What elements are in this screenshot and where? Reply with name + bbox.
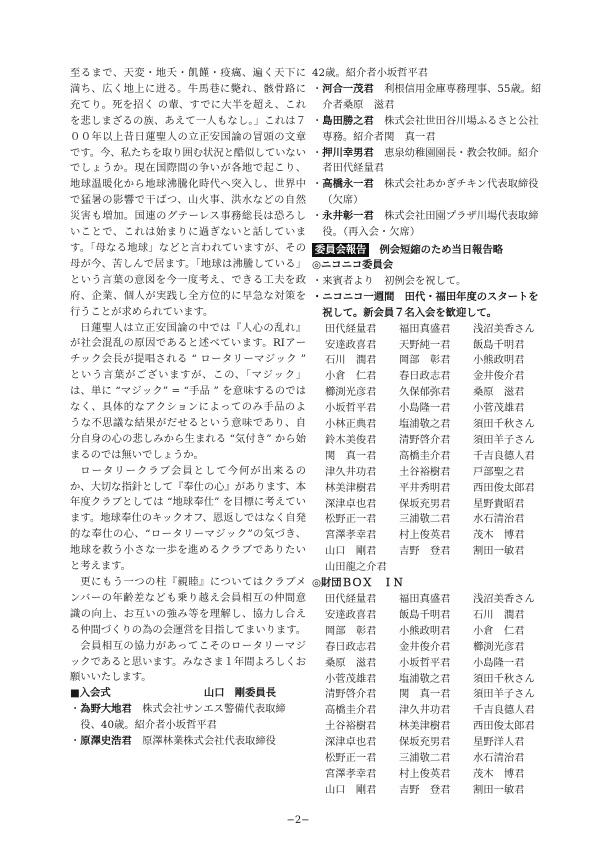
member-name-cell: 小島隆一君 — [473, 656, 525, 669]
member-name-cell: 須田千秋さん — [473, 418, 535, 431]
member-name-cell: 岡部 彰君 — [399, 354, 451, 367]
member-name-cell: 須田羊子さん — [473, 688, 535, 701]
member-name-cell: 林美津樹君 — [399, 720, 451, 733]
member-name-cell: 安達政喜君 — [325, 608, 377, 621]
member-name-cell: 小坂哲平君 — [399, 656, 451, 669]
admission-title: ■入会式 — [70, 687, 111, 700]
member-name-cell: 石川 潤君 — [473, 608, 525, 621]
member-name-cell: 村上俊英君 — [399, 529, 451, 542]
member-name-cell: 塩浦敬之君 — [399, 418, 451, 431]
member-name-cell: 山口 剛君 — [325, 783, 377, 796]
member-name: 為野大地君 — [80, 703, 132, 716]
member-name-cell: 吉野 登君 — [399, 783, 451, 796]
member-detail: 株式会社世田谷川場ふるさと公社専務。紹介者関 真一君 — [322, 114, 539, 143]
member-name-cell: 小島隆一君 — [399, 402, 451, 415]
member-name: 原澤史浩君 — [80, 735, 132, 748]
member-name-cell: 桑原 滋君 — [325, 656, 377, 669]
member-name-cell: 小菅茂雄君 — [473, 402, 525, 415]
niko-name-grid — [312, 322, 546, 577]
member-name: 永井彰一君 — [322, 210, 374, 223]
new-member-item: ・永井彰一君 株式会社田園プラザ川場代表取締役。（再入会・欠席） — [312, 210, 539, 239]
niko-item: ・ニコニコ一週間 田代・福田年度のスタートを祝して。新会員７名入会を歓迎して。 — [312, 290, 539, 319]
member-name-cell: 松野正一君 — [325, 752, 377, 765]
member-name-cell: 関 真一君 — [325, 449, 377, 462]
new-member-item: ・島田勝之君 株式会社世田谷川場ふるさと公社専務。紹介者関 真一君 — [312, 114, 539, 143]
member-name-cell: 須田千秋さん — [473, 672, 535, 685]
member-name-cell: 保坂充男君 — [399, 736, 451, 749]
member-name-cell: 土谷裕樹君 — [399, 465, 451, 478]
member-name-cell: 割田一敏君 — [473, 545, 525, 558]
member-name: 高橋永一君 — [322, 178, 374, 191]
body-paragraph: 至るまで、天変・地夭・飢饉・疫癘、遍く天下に満ち、広く地上に迸る。牛馬巷に斃れ、骸骨路に充てり。死を招く の輩、すでに大半を超え、これを悲しまざるの族、あえて一人もなし。」これは７００年以上昔日蓮聖人の立正安国論の冒頭の文章です。今、私たちを取り囲む状況と酷似していないでしょうか。現在国際間の争いが各地で起こり、地球温暖化から地球沸騰化時代へ突入し、世界中で猛暑の影響で干ばつ、山火事、洪水などの自然災害も増加。国連のグテーレス事務総長は恐ろしいことで、これは始まりに過ぎないと話しています。「母なる地球」などと言われていますが、その母が今、苦しんで居ます。「地球は沸騰している」という言葉の意図を今一度考え、できる工夫を政府、企業、個人が実践し全方位的に早急な対策を行うことが求められています。 — [70, 67, 307, 318]
member-name-cell: 春日政志君 — [399, 370, 451, 383]
member-name-cell: 宮澤孝幸君 — [325, 767, 377, 780]
member-name-cell: 西田俊太郎君 — [473, 720, 535, 733]
new-member-item: ・押川幸男君 恵泉幼稚園園長・教会牧師。紹介者田代経量君 — [312, 146, 539, 175]
member-name-cell: 松野正一君 — [325, 513, 377, 526]
member-name-cell: 福田真盛君 — [399, 322, 451, 335]
member-name-cell: 岡部 彰君 — [325, 624, 377, 637]
box-name-grid — [312, 592, 546, 799]
body-paragraph: 更にもう一つの柱『親睦』についてはクラブメンバーの年齢差なども乗り越え会員相互の仲間意識の向上、お互いの強み等を理解し、協力し合える仲間づくりの為の会運営を目指してまいります。 — [70, 576, 307, 636]
member-name-cell: 三浦敬二君 — [399, 513, 451, 526]
committee-report-tag: 委員会報告 — [312, 243, 369, 257]
member-name: 河合一茂君 — [322, 82, 374, 95]
member-detail: 株式会社あかぎチキン代表取締役（欠席） — [322, 178, 539, 207]
member-name-cell: 小熊政明君 — [473, 354, 525, 367]
member-name-cell: 桑原 滋君 — [473, 386, 525, 399]
member-name-cell: 久保郁弥君 — [399, 386, 451, 399]
member-name-cell: 戸部聖之君 — [473, 465, 525, 478]
member-name-cell: 櫛渕光彦君 — [325, 386, 377, 399]
member-name-cell: 石川 潤君 — [325, 354, 377, 367]
member-name-cell: 浅沼美香さん — [473, 593, 535, 605]
member-name-cell: 三浦敬二君 — [399, 752, 451, 765]
member-name-cell: 割田一敏君 — [473, 783, 525, 796]
member-name-cell: 清野啓介君 — [399, 433, 451, 446]
page-number: −2− — [286, 815, 310, 826]
member-name-cell: 高橋圭介君 — [325, 704, 377, 717]
body-paragraph: 日蓮聖人は立正安国論の中では『人心の乱れ』が社会混乱の原因であると述べています。RIアーチック会長が提唱される “ ロータリーマジック ” という言葉がございますが、この、「マジック」は、単に “マジック” = “手品 ” を意味するのではなく、具体的なアクションによってのみ手品のような不思議な結果がだせるという意味であり、自分自身の心の悲しみから生まれる “気付き” から始まるのでは無いでしょうか。 — [70, 321, 306, 461]
member-name-cell: 宮澤孝幸君 — [325, 529, 377, 542]
admission-heading — [70, 686, 306, 702]
member-name-cell: 茂木 博君 — [473, 767, 525, 780]
member-name-cell: 鈴木美俊君 — [325, 433, 377, 446]
member-name-cell: 小熊政明君 — [399, 624, 451, 637]
member-name-cell: 春日政志君 — [325, 640, 377, 653]
member-name-cell: 村上俊英君 — [399, 767, 451, 780]
member-name-cell: 土谷裕樹君 — [325, 720, 377, 733]
member-name-cell: 茂木 博君 — [473, 529, 525, 542]
body-paragraph: 会員相互の協力があってこそのロータリーマジックであると思います。みなさま１年間よろしくお願いいたします。 — [70, 639, 307, 684]
member-name-cell: 飯島千明君 — [399, 608, 451, 621]
member-name-cell: 平井秀明君 — [399, 481, 451, 494]
member-name-cell: 田代経量君 — [325, 593, 377, 605]
new-member-item: ・為野大地君 株式会社サンエス警備代表取締役、40歳。紹介者小坂哲平君 — [70, 703, 286, 732]
admission-speaker: 山口 剛委員長 — [203, 687, 276, 700]
box-heading: ◎財団ＢＯＸ ＩＮ — [312, 577, 404, 590]
member-name-cell: 天野純一君 — [399, 338, 451, 351]
member-name-cell: 深津卓也君 — [325, 497, 377, 510]
member-name-cell: 水石清治君 — [473, 752, 525, 765]
member-detail: 原澤林業株式会社代表取締役 — [142, 735, 276, 748]
member-detail: 株式会社田園プラザ川場代表取締役。（再入会・欠席） — [322, 210, 539, 239]
member-detail: 株式会社サンエス警備代表取締役、40歳。紹介者小坂哲平君 — [80, 703, 286, 732]
member-name-cell: 小坂哲平君 — [325, 402, 377, 415]
member-name-cell: 津久井功君 — [399, 704, 451, 717]
member-name-cell: 関 真一君 — [399, 688, 451, 701]
new-member-item: ・河合一茂君 利根信用金庫専務理事、55歳。紹介者桑原 滋君 — [312, 82, 542, 111]
continued-line: 42歳。紹介者小坂哲平君 — [312, 67, 429, 79]
member-name-cell: 林美津樹君 — [325, 481, 377, 494]
committee-report-title: 例会短縮のため当日報告略 — [379, 243, 504, 256]
member-name-cell: 水石清治君 — [473, 513, 525, 526]
member-name-cell: 保坂充男君 — [399, 497, 451, 510]
member-name-cell: 櫛渕光彦君 — [473, 640, 525, 653]
right-column — [312, 66, 546, 799]
member-name-cell: 小菅茂雄君 — [325, 672, 377, 685]
member-name-cell: 小倉 仁君 — [473, 624, 525, 637]
left-column — [70, 66, 306, 750]
member-name-cell: 塩浦敬之君 — [399, 672, 451, 685]
member-name-cell: 津久井功君 — [325, 465, 377, 478]
member-name-cell: 福田真盛君 — [399, 593, 451, 605]
member-name: 島田勝之君 — [322, 114, 374, 127]
member-name-cell: 金井俊介君 — [399, 640, 451, 653]
committee-report-row — [312, 242, 546, 258]
member-name-cell: 浅沼美香さん — [473, 322, 535, 335]
niko-item: ・来賓者より 初例会を祝して。 — [312, 274, 467, 287]
member-name-cell: 高橋圭介君 — [399, 449, 451, 462]
member-name-cell: 深津卓也君 — [325, 736, 377, 749]
member-name-cell: 田代経量君 — [325, 322, 377, 335]
member-name-cell: 山口 剛君 — [325, 545, 377, 558]
member-name-cell: 星野洋人君 — [473, 736, 525, 749]
member-name-cell: 須田羊子さん — [473, 433, 535, 446]
member-detail: 恵泉幼稚園園長・教会牧師。紹介者田代経量君 — [322, 146, 539, 175]
niko-heading: ◎ニコニコ委員会 — [312, 258, 394, 271]
new-member-item: ・高橋永一君 株式会社あかぎチキン代表取締役（欠席） — [312, 178, 539, 207]
member-name-cell: 千吉良德人君 — [473, 449, 535, 462]
member-name-cell: 小倉 仁君 — [325, 370, 377, 383]
member-name-cell: 小林正典君 — [325, 418, 377, 431]
member-detail: 利根信用金庫専務理事、55歳。紹介者桑原 滋君 — [322, 82, 542, 111]
body-paragraph: ロータリークラブ会員として今何が出来るのか、大切な指針として『奉仕の心』があります、本年度クラブとしては “地球奉仕” を目標に考えています。地球奉仕のキックオフ、恩返しではなく自発的な奉仕の心、“ロータリーマジック”の気づき、地球を救う小さな一歩を進めるクラブでありたいと考えます。 — [70, 464, 307, 573]
member-name-cell: 金井俊介君 — [473, 370, 525, 383]
member-name-cell: 安達政喜君 — [325, 338, 377, 351]
member-name-cell: 千吉良德人君 — [473, 704, 535, 717]
member-name-cell: 清野啓介君 — [325, 688, 377, 701]
member-name: 押川幸男君 — [322, 146, 374, 159]
member-name-cell: 西田俊太郎君 — [473, 481, 535, 494]
new-member-list — [312, 82, 546, 241]
member-name-cell: 星野貴昭君 — [473, 497, 525, 510]
new-member-item: ・原澤史浩君 原澤林業株式会社代表取締役 — [70, 735, 276, 748]
member-name-cell: 吉野 登君 — [399, 545, 451, 558]
member-name-cell: 飯島千明君 — [473, 338, 525, 351]
member-name-cell: 山田龍之介君 — [325, 561, 387, 574]
